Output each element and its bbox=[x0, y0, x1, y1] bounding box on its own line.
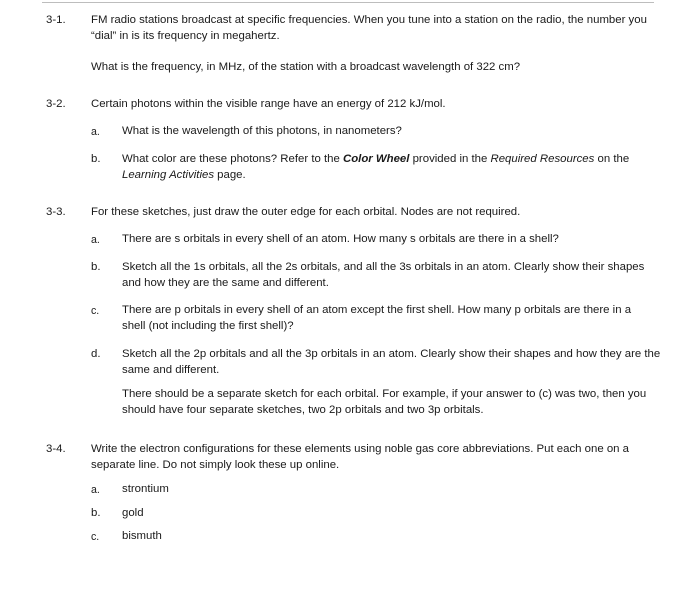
q2b-text bbox=[122, 151, 652, 183]
top-rule bbox=[42, 2, 654, 3]
q2b-text-3: on the bbox=[594, 153, 630, 165]
q3b-text: Sketch all the 1s orbitals, all the 2s orbitals, and all the 3s orbitals in an atom. Clearly show their shapes and how they are the same and different. bbox=[122, 261, 645, 289]
q2b-text-1: What color are these photons? Refer to the bbox=[122, 153, 343, 165]
q4b-letter: b. bbox=[91, 507, 101, 519]
q2b-text-2: provided in the bbox=[409, 153, 491, 165]
q4-number: 3-4. bbox=[46, 443, 66, 455]
q4b-text: gold bbox=[122, 507, 144, 519]
q3-text: For these sketches, just draw the outer edge for each orbital. Nodes are not required. bbox=[91, 206, 521, 218]
q2a-text: What is the wavelength of this photons, in nanometers? bbox=[122, 125, 402, 137]
q3a-letter: a. bbox=[91, 234, 100, 246]
q4a-letter: a. bbox=[91, 484, 100, 496]
q3d-text: Sketch all the 2p orbitals and all the 3p orbitals in an atom. Clearly show their shapes and how they are the same and different. bbox=[122, 348, 661, 376]
q4-text: Write the electron configurations for these elements using noble gas core abbreviations. Put each one on a separate line. Do not simply look these up online. bbox=[91, 443, 630, 471]
q2b-text-4: page. bbox=[214, 169, 246, 181]
q4c-text: bismuth bbox=[122, 530, 162, 542]
q3d-letter: d. bbox=[91, 348, 101, 360]
q4c-letter: c. bbox=[91, 531, 100, 543]
q2a-letter: a. bbox=[91, 126, 100, 138]
q4a-text: strontium bbox=[122, 483, 169, 495]
q3-number: 3-3. bbox=[46, 206, 66, 218]
learning-activities-ref: Learning Activities bbox=[122, 169, 215, 181]
q3b-letter: b. bbox=[91, 261, 101, 273]
q1-number: 3-1. bbox=[46, 14, 66, 26]
q3a-text: There are s orbitals in every shell of an atom. How many s orbitals are there in a shell? bbox=[122, 233, 559, 245]
color-wheel-ref: Color Wheel bbox=[342, 153, 410, 165]
q2b-letter: b. bbox=[91, 153, 101, 165]
q2-number: 3-2. bbox=[46, 98, 66, 110]
q1-text: FM radio stations broadcast at specific frequencies. When you tune into a station on the radio, the number you “dial” in is its frequency in megahertz. bbox=[91, 14, 647, 42]
q3-note: There should be a separate sketch for each orbital. For example, if your answer to (c) was two, then you should have four separate sketches, two 2p orbitals and two 3p orbitals. bbox=[122, 388, 647, 416]
required-resources-ref: Required Resources bbox=[490, 153, 595, 165]
q3c-text: There are p orbitals in every shell of an atom except the first shell. How many p orbitals are there in a shell (not including the first shell)? bbox=[122, 304, 632, 332]
q1-question: What is the frequency, in MHz, of the station with a broadcast wavelength of 322 cm? bbox=[91, 61, 521, 73]
q3c-letter: c. bbox=[91, 305, 100, 317]
q2-text: Certain photons within the visible range have an energy of 212 kJ/mol. bbox=[91, 98, 446, 110]
